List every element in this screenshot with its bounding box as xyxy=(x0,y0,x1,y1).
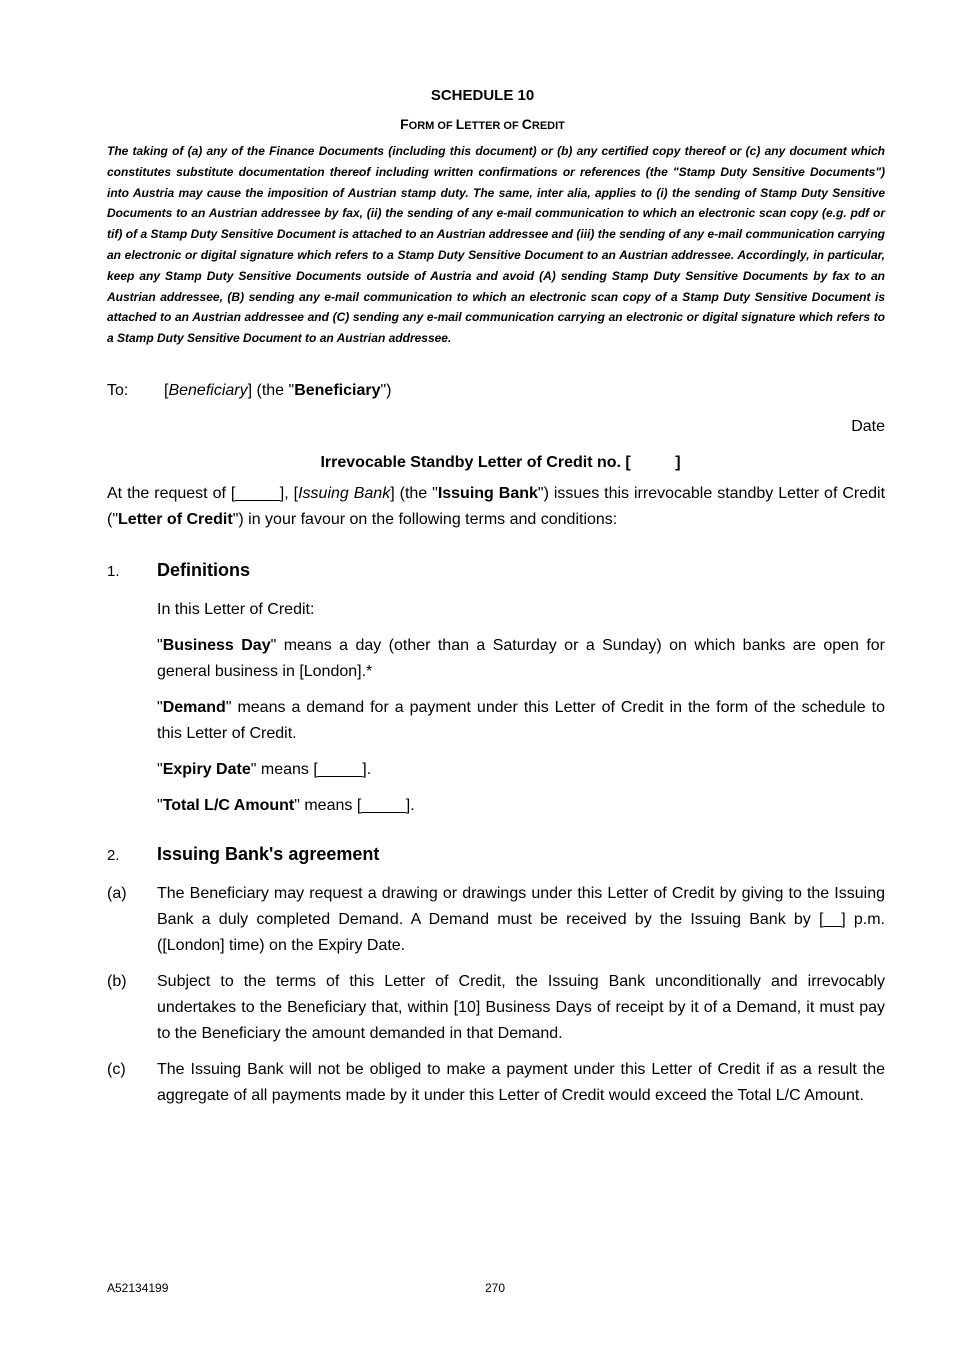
schedule-subtitle xyxy=(0,116,965,132)
defined-term: Demand xyxy=(162,699,226,716)
definition-demand xyxy=(157,695,885,747)
subtitle-cap: F xyxy=(400,116,409,132)
quote: " xyxy=(157,761,163,778)
definition-expiry-date xyxy=(157,757,885,783)
section-title: Definitions xyxy=(157,560,250,580)
subtitle-cap: C xyxy=(521,116,532,132)
quote: " xyxy=(157,699,163,716)
subtitle-small: ORM OF xyxy=(408,120,456,132)
item-label: (a) xyxy=(107,885,127,902)
document-reference: A52134199 xyxy=(107,1281,169,1295)
date-label: Date xyxy=(851,418,885,435)
addressee-line xyxy=(107,382,391,400)
subtitle-small: ETTER OF xyxy=(464,120,522,132)
bracket: [ xyxy=(164,382,169,399)
intro-text: At the request of [_____], [ xyxy=(107,485,299,502)
definition-text: " means a day (other than a Saturday or a Sunday) on which banks are open for general business in [London].* xyxy=(157,637,885,680)
definitions-lead: In this Letter of Credit: xyxy=(157,601,315,618)
schedule-title: SCHEDULE 10 xyxy=(430,87,535,104)
intro-text: ] (the " xyxy=(390,485,438,502)
issuing-bank-term: Issuing Bank xyxy=(437,485,538,502)
definition-text: " means a demand for a payment under this Letter of Credit in the form of the schedule to this Letter of Credit. xyxy=(157,699,885,742)
item-label: (c) xyxy=(107,1061,126,1078)
to-label: To: xyxy=(107,382,129,399)
letter-of-credit-title: Irrevocable Standby Letter of Credit no. [ ] xyxy=(320,454,681,471)
intro-text: ") in your favour on the following terms and conditions: xyxy=(232,511,618,528)
clause-text: The Issuing Bank will not be obliged to make a payment under this Letter of Credit if as a result the aggregate of all payments made by it under this Letter of Credit would exceed the Total L/C Amount. xyxy=(157,1061,885,1104)
issuing-bank-placeholder: Issuing Bank xyxy=(298,485,391,502)
page-number: 270 xyxy=(484,1281,506,1295)
section-number: 2. xyxy=(107,847,120,864)
definition-business-day xyxy=(157,633,885,685)
definition-total-lc-amount xyxy=(157,793,885,819)
quote: " xyxy=(157,637,163,654)
stamp-duty-notice: The taking of (a) any of the Finance Documents (including this document) or (b) any certified copy thereof or (c) any document which constitutes substitute documentation thereof including written confirmations or references (the "Stamp Duty Sensitive Documents") into Austria may cause the imposition of Austrian stamp duty. The same, inter alia, applies to (i) the sending of Stamp Duty Sensitive Documents to an Austrian addressee by fax, (ii) the sending of any e-mail communication to which an electronic scan copy (e.g. pdf or tif) of a Stamp Duty Sensitive Document is attached to an Austrian addressee and (iii) the sending of any e-mail communication carrying an electronic or digital signature which refers to a Stamp Duty Sensitive Document to an Austrian addressee. Accordingly, in particular, keep any Stamp Duty Sensitive Documents outside of Austria and avoid (A) sending Stamp Duty Sensitive Documents by fax to an Austrian addressee, (B) sending any e-mail communication to which an electronic scan copy of a Stamp Duty Sensitive Document is attached to an Austrian addressee and (C) sending any e-mail communication carrying an electronic or digital signature which refers to a Stamp Duty Sensitive Document to an Austrian addressee. xyxy=(107,144,885,346)
item-label: (b) xyxy=(107,973,127,990)
clause-text: The Beneficiary may request a drawing or drawings under this Letter of Credit by giving to the Issuing Bank a duly completed Demand. A Demand must be received by the Issuing Bank by [__] p.m. ([London] time) on the Expiry Date. xyxy=(157,885,885,954)
defined-term: Expiry Date xyxy=(162,761,251,778)
clause-text: Subject to the terms of this Letter of Credit, the Issuing Bank unconditionally and irrevocably undertakes to the Beneficiary that, within [10] Business Days of receipt by it of a Demand, it must pay to the Beneficiary the amount demanded in that Demand. xyxy=(157,973,885,1042)
defined-term: Total L/C Amount xyxy=(162,797,295,814)
beneficiary-term: Beneficiary xyxy=(294,382,381,399)
quote: " xyxy=(157,797,163,814)
definition-text: " means [_____]. xyxy=(294,797,415,814)
intro-text: ") issues this irrevocable standby Letter of Credit (" xyxy=(107,485,886,528)
section-title: Issuing Bank's agreement xyxy=(157,844,380,864)
defined-term: Business Day xyxy=(162,637,271,654)
subtitle-cap: L xyxy=(455,116,465,132)
beneficiary-placeholder: Beneficiary xyxy=(168,382,248,399)
intro-paragraph xyxy=(107,481,885,533)
to-text: ] (the " xyxy=(247,382,295,399)
definition-text: " means [_____]. xyxy=(250,761,372,778)
to-text: ") xyxy=(380,382,392,399)
letter-of-credit-term: Letter of Credit xyxy=(118,511,233,528)
section-number: 1. xyxy=(107,563,120,580)
subtitle-small: REDIT xyxy=(531,120,565,132)
